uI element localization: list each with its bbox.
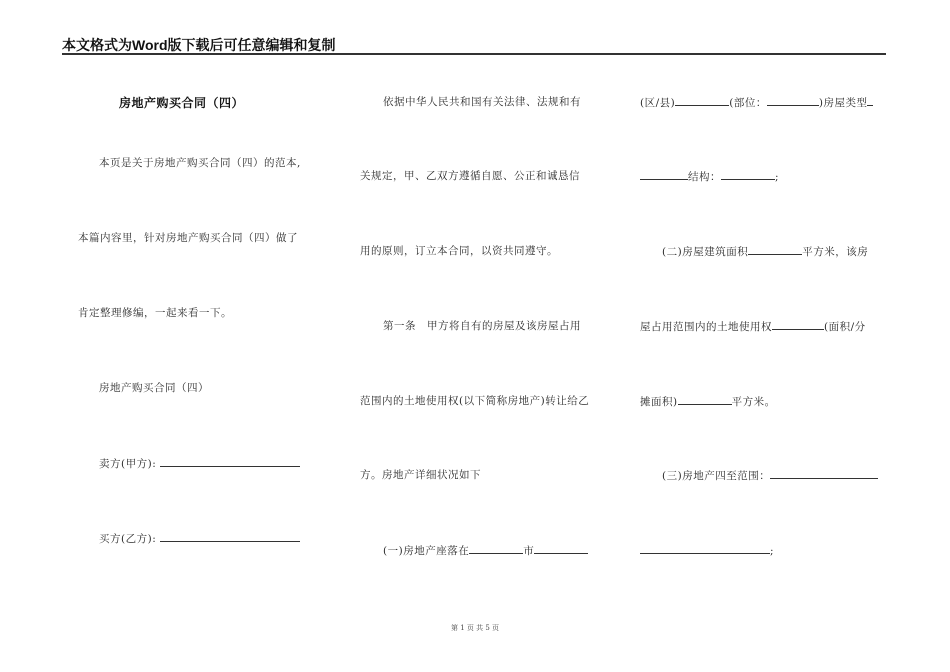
intro-line-2: 本篇内容里，针对房地产购买合同（四）做了 xyxy=(78,232,298,244)
structure-label: 结构： xyxy=(688,171,721,183)
location-label: (一)房地产座落在 xyxy=(383,545,470,557)
building-area-blank xyxy=(748,243,802,255)
buyer-blank xyxy=(160,530,300,542)
header-divider xyxy=(62,53,886,55)
buyer-line xyxy=(99,530,300,546)
buyer-label: 买方(乙方): xyxy=(99,533,157,545)
city-label: 市 xyxy=(523,545,535,557)
district-blank xyxy=(675,94,729,106)
shared-area-label: 摊面积) xyxy=(640,396,678,408)
location-blank-2 xyxy=(534,542,588,554)
property-location-line xyxy=(383,542,588,558)
contract-subtitle: 房地产购买合同（四） xyxy=(99,382,209,394)
structure-blank xyxy=(721,168,775,180)
land-use-blank xyxy=(772,318,824,330)
position-blank xyxy=(767,94,819,106)
intro-line-1: 本页是关于房地产购买合同（四）的范本, xyxy=(99,157,301,169)
seller-line xyxy=(99,455,300,471)
district-line xyxy=(640,94,873,110)
land-use-line xyxy=(640,318,866,334)
house-type-blank-cont xyxy=(640,168,688,180)
land-use-label: 屋占用范围内的土地使用权 xyxy=(640,321,772,333)
clause-line-1: 依据中华人民共和国有关法律、法规和有 xyxy=(383,96,581,108)
semicolon-2: ; xyxy=(770,545,775,557)
seller-blank xyxy=(160,455,300,467)
seller-label: 卖方(甲方): xyxy=(99,458,157,470)
building-area-line xyxy=(662,243,868,259)
shared-area-unit: 平方米。 xyxy=(731,396,776,408)
boundary-line-cont xyxy=(640,542,774,557)
shared-area-line xyxy=(640,393,776,409)
boundary-label: (三)房地产四至范围： xyxy=(662,470,771,482)
boundary-line xyxy=(662,467,878,483)
clause-line-4: 第一条 甲方将自有的房屋及该房屋占用 xyxy=(383,320,581,332)
clause-line-5: 范围内的土地使用权(以下简称房地产)转让给乙 xyxy=(360,395,590,407)
contract-title: 房地产购买合同（四） xyxy=(119,96,245,110)
house-type-label: )房屋类型 xyxy=(818,97,868,109)
building-area-unit: 平方米，该房 xyxy=(802,246,869,258)
shared-area-blank xyxy=(678,393,732,405)
intro-line-3: 肯定整理修编，一起来看一下。 xyxy=(78,307,232,319)
clause-line-2: 关规定，甲、乙双方遵循自愿、公正和诚恳信 xyxy=(360,170,580,182)
clause-line-3: 用的原则，订立本合同，以资共同遵守。 xyxy=(360,245,558,257)
district-label: (区/县) xyxy=(640,97,676,109)
house-type-blank xyxy=(867,94,873,106)
clause-line-6: 方。房地产详细状况如下 xyxy=(360,469,481,481)
boundary-blank-cont xyxy=(640,542,770,554)
location-blank-1 xyxy=(469,542,523,554)
semicolon: ; xyxy=(775,171,780,183)
land-use-area-label: (面积/分 xyxy=(824,321,866,333)
page-footer: 第 1 页 共 5 页 xyxy=(450,624,500,632)
position-label: (部位： xyxy=(729,97,767,109)
page-header: 本文格式为Word版下载后可任意编辑和复制 xyxy=(62,37,336,53)
boundary-blank xyxy=(770,467,878,479)
structure-line xyxy=(640,168,779,184)
building-area-label: (二)房屋建筑面积 xyxy=(662,246,749,258)
